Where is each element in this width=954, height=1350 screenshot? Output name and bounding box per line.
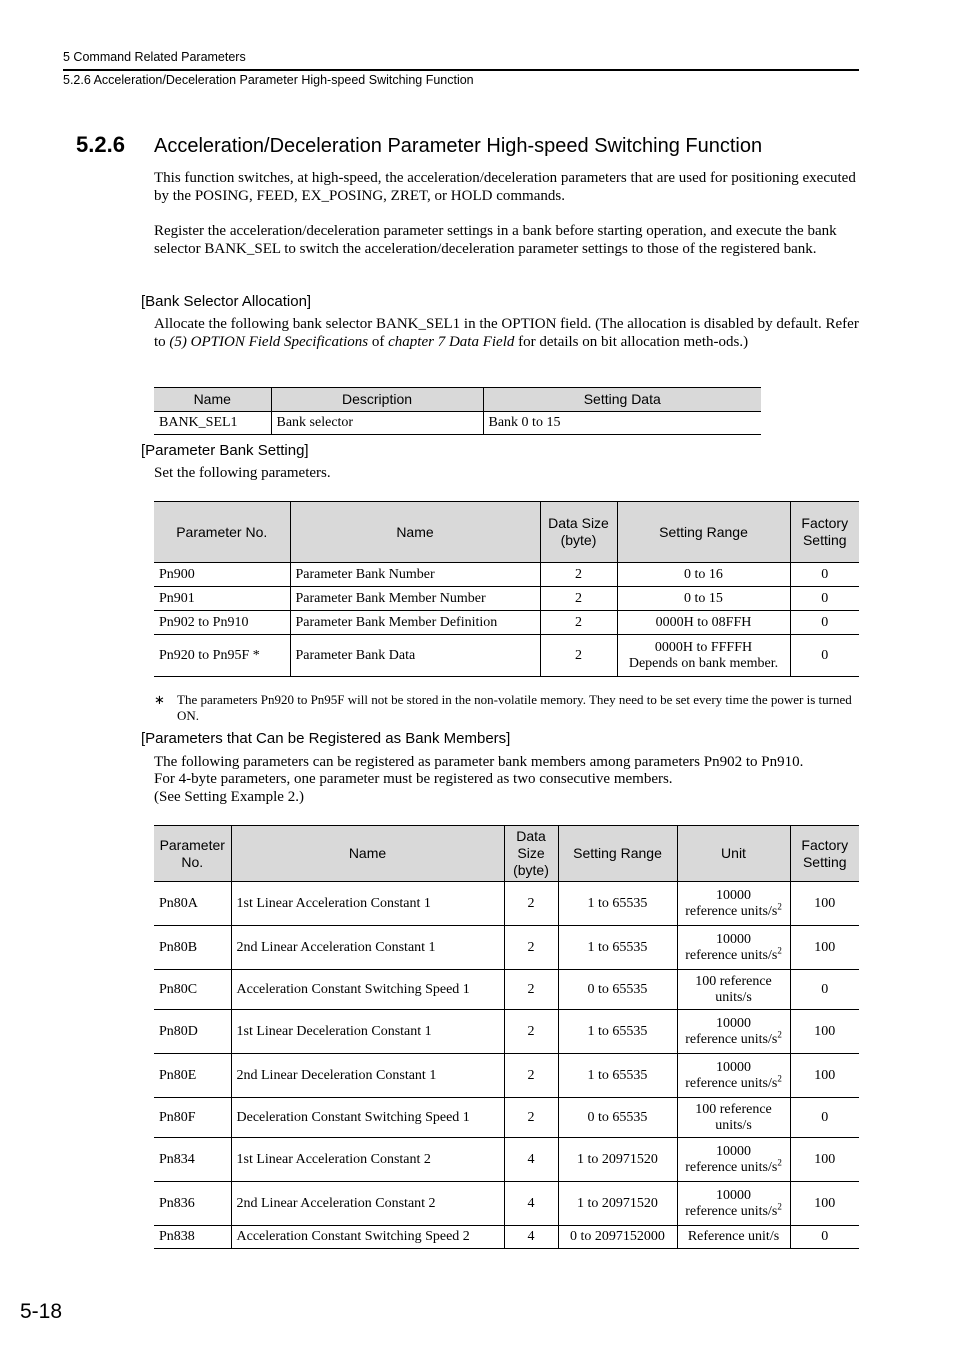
setting-range: 0000H to FFFFH: [654, 639, 753, 655]
table-cell: 1st Linear Acceleration Constant 2: [231, 1138, 504, 1182]
table-cell: Pn836: [154, 1182, 231, 1226]
table-cell: Deceleration Constant Switching Speed 1: [231, 1098, 504, 1138]
unit-line-1: Reference unit/s: [687, 1229, 780, 1244]
table-cell: 0 to 16: [617, 563, 790, 587]
option-field-reference: (5) OPTION Field Specifications: [169, 333, 369, 350]
table-cell: 0 to 65535: [558, 970, 677, 1010]
column-header: Parameter No.: [154, 502, 290, 563]
unit-line-2: [683, 1028, 785, 1048]
table-cell: 0: [790, 563, 859, 587]
table-cell: Parameter Bank Member Definition: [290, 611, 540, 635]
bank-members-heading: [Parameters that Can be Registered as Bank Members]: [141, 730, 511, 747]
unit-line-2: [683, 1118, 785, 1134]
table-row: [154, 611, 859, 635]
column-header: Parameter No.: [154, 826, 231, 882]
table-cell: 4: [504, 1138, 558, 1182]
parameter-bank-heading: [Parameter Bank Setting]: [141, 442, 309, 459]
table-cell: 0: [790, 970, 859, 1010]
table-cell: [677, 970, 790, 1010]
table-row: [154, 970, 859, 1010]
running-header-chapter: 5 Command Related Parameters: [63, 50, 246, 64]
bank-members-paragraph-3: (See Setting Example 2.): [154, 789, 304, 805]
unit-line-1: 100 reference: [695, 1101, 772, 1117]
table-cell: Pn80E: [154, 1054, 231, 1098]
unit-exponent: 2: [777, 1028, 782, 1039]
footnote-text: The parameters Pn920 to Pn95F will not be stored in the non-volatile memory. They need to be set every time the power is turned ON.: [177, 692, 852, 723]
column-header: Factory Setting: [790, 826, 859, 882]
table-cell: 2: [540, 635, 617, 677]
unit-line-2: [683, 1156, 785, 1176]
table-row: [154, 412, 761, 435]
table-cell: 1 to 65535: [558, 1054, 677, 1098]
table-row: [154, 635, 859, 677]
intro-paragraph-2: Register the acceleration/deceleration parameter settings in a bank before starting operation, and execute the bank selector BANK_SEL to switch the acceleration/deceleration parameter settings to those of the registered bank.: [154, 223, 837, 257]
table-row: [154, 1098, 859, 1138]
table-cell: 1 to 65535: [558, 926, 677, 970]
table-cell: 0000H to 08FFH: [617, 611, 790, 635]
table-cell: Pn80A: [154, 882, 231, 926]
table-cell: [677, 1226, 790, 1249]
parameter-bank-table: [154, 501, 859, 677]
table-cell: [677, 1138, 790, 1182]
table-cell: Pn838: [154, 1226, 231, 1249]
table-cell: 2: [504, 970, 558, 1010]
table-cell: 0: [790, 1226, 859, 1249]
bank-selector-table: [154, 387, 761, 435]
section-title: Acceleration/Deceleration Parameter High-speed Switching Function: [154, 135, 763, 157]
unit-exponent: 2: [777, 1156, 782, 1167]
unit-line-2: [683, 1200, 785, 1220]
table-cell: Pn900: [154, 563, 290, 587]
column-header: Factory Setting: [790, 502, 859, 563]
intro-paragraph-1: This function switches, at high-speed, the acceleration/deceleration parameters that are used for positioning executed by the POSING, FEED, EX_POSING, ZRET, or HOLD commands.: [154, 170, 856, 204]
table-cell: 1 to 65535: [558, 1010, 677, 1054]
table-cell: 2: [504, 1010, 558, 1054]
column-header: Unit: [677, 826, 790, 882]
unit-line-2: [683, 1072, 785, 1092]
table-cell: 1st Linear Deceleration Constant 1: [231, 1010, 504, 1054]
table-cell: Parameter Bank Data: [290, 635, 540, 677]
unit-exponent: 2: [777, 1072, 782, 1083]
table-cell: 2: [540, 563, 617, 587]
table-cell: 0 to 2097152000: [558, 1226, 677, 1249]
table-cell: 2nd Linear Deceleration Constant 1: [231, 1054, 504, 1098]
table-cell: 1 to 65535: [558, 882, 677, 926]
setting-range-note: Depends on bank member.: [628, 655, 779, 671]
table-cell: 0 to 65535: [558, 1098, 677, 1138]
bank-members-table-body: [154, 882, 859, 1249]
table-cell: 2nd Linear Acceleration Constant 2: [231, 1182, 504, 1226]
column-header: Setting Range: [558, 826, 677, 882]
table-cell: 2: [504, 1054, 558, 1098]
unit-line-2: [683, 944, 785, 964]
table-cell: 100: [790, 926, 859, 970]
table-cell: Parameter Bank Member Number: [290, 587, 540, 611]
bank-members-table: [154, 825, 859, 1249]
table-cell: Pn80D: [154, 1010, 231, 1054]
unit-text: reference units/s: [685, 1031, 778, 1047]
column-header: Data Size (byte): [504, 826, 558, 882]
column-header: Name: [290, 502, 540, 563]
table-row: [154, 1226, 859, 1249]
column-header: Name: [154, 388, 271, 412]
table-row: [154, 1054, 859, 1098]
unit-line-1: 10000: [716, 1059, 751, 1075]
table-row: [154, 1182, 859, 1226]
data-field-reference: chapter 7 Data Field: [388, 333, 515, 350]
unit-text: reference units/s: [685, 903, 778, 919]
parameter-bank-text: Set the following parameters.: [154, 465, 331, 481]
table-cell: 100: [790, 1054, 859, 1098]
table-cell: 100: [790, 1010, 859, 1054]
table-cell: Bank selector: [271, 412, 483, 435]
table-cell: 0: [790, 611, 859, 635]
unit-line-1: 10000: [716, 931, 751, 947]
table-cell: Acceleration Constant Switching Speed 2: [231, 1226, 504, 1249]
unit-line-1: 10000: [716, 887, 751, 903]
page-number: 5-18: [20, 1300, 63, 1323]
table-cell: Pn80B: [154, 926, 231, 970]
table-cell: 0 to 15: [617, 587, 790, 611]
unit-line-1: 10000: [716, 1143, 751, 1159]
unit-line-1: 10000: [716, 1187, 751, 1203]
table-cell: [677, 1098, 790, 1138]
table-cell: Bank 0 to 15: [483, 412, 761, 435]
unit-line-1: 100 reference: [695, 973, 772, 989]
table-cell: [677, 882, 790, 926]
bank-selector-heading: [Bank Selector Allocation]: [141, 293, 312, 310]
table-cell: 2: [504, 882, 558, 926]
table-row: [154, 563, 859, 587]
table-cell: [677, 1182, 790, 1226]
unit-text: units/s: [715, 1117, 752, 1133]
header-rule: [63, 69, 859, 71]
section-number: 5.2.6: [76, 132, 125, 157]
table-row: [154, 1138, 859, 1182]
column-header: Data Size (byte): [540, 502, 617, 563]
table-cell: BANK_SEL1: [154, 412, 271, 435]
footnote-marker: ∗: [154, 692, 165, 707]
table-cell: 2: [504, 926, 558, 970]
table-cell: 4: [504, 1182, 558, 1226]
bank-members-paragraph-1: The following parameters can be registered as parameter bank members among parameters Pn902 to Pn910.: [154, 754, 804, 770]
table-cell: [677, 1010, 790, 1054]
table-cell: 100: [790, 1182, 859, 1226]
unit-text: reference units/s: [685, 1203, 778, 1219]
table-cell: 0: [790, 587, 859, 611]
table-cell: Pn920 to Pn95F *: [154, 635, 290, 677]
table-cell: Pn834: [154, 1138, 231, 1182]
table-row: [154, 926, 859, 970]
table-cell: Parameter Bank Number: [290, 563, 540, 587]
table-row: [154, 882, 859, 926]
table-cell: 1 to 20971520: [558, 1138, 677, 1182]
table-row: [154, 1010, 859, 1054]
unit-text: units/s: [715, 989, 752, 1005]
column-header: Name: [231, 826, 504, 882]
unit-line-2: [683, 990, 785, 1006]
table-cell: Pn902 to Pn910: [154, 611, 290, 635]
table-cell: 2nd Linear Acceleration Constant 1: [231, 926, 504, 970]
table-cell: Pn901: [154, 587, 290, 611]
bank-selector-paragraph: [154, 316, 859, 351]
unit-line-1: 10000: [716, 1015, 751, 1031]
bank-selector-text-of: of: [368, 333, 389, 350]
table-cell: 1 to 20971520: [558, 1182, 677, 1226]
bank-selector-text-after: for details on bit allocation meth-ods.): [514, 333, 749, 350]
running-header-section: 5.2.6 Acceleration/Deceleration Parameter High-speed Switching Function: [63, 73, 474, 87]
table-cell: Acceleration Constant Switching Speed 1: [231, 970, 504, 1010]
table-cell: 100: [790, 1138, 859, 1182]
table-cell: Pn80C: [154, 970, 231, 1010]
unit-text: reference units/s: [685, 947, 778, 963]
table-cell: 2: [540, 611, 617, 635]
table-cell: 2: [540, 587, 617, 611]
table-cell: 2: [504, 1098, 558, 1138]
table-cell: 4: [504, 1226, 558, 1249]
unit-text: reference units/s: [685, 1159, 778, 1175]
column-header: Setting Data: [483, 388, 761, 412]
table-cell: 100: [790, 882, 859, 926]
table-cell: Pn80F: [154, 1098, 231, 1138]
bank-selector-text-before: Allocate the following bank selector BANK_SEL1 in the OPTION field. (The allocation is disabled by default. Refer to: [154, 316, 859, 350]
unit-text: reference units/s: [685, 1075, 778, 1091]
table-cell: [617, 635, 790, 677]
table-cell: 1st Linear Acceleration Constant 1: [231, 882, 504, 926]
table-row: [154, 587, 859, 611]
table-cell: 0: [790, 635, 859, 677]
table-cell: 0: [790, 1098, 859, 1138]
column-header: Setting Range: [617, 502, 790, 563]
table-cell: [677, 926, 790, 970]
unit-exponent: 2: [777, 900, 782, 911]
table-cell: [677, 1054, 790, 1098]
unit-exponent: 2: [777, 1200, 782, 1211]
bank-members-paragraph-2: For 4-byte parameters, one parameter must be registered as two consecutive members.: [154, 771, 673, 787]
column-header: Description: [271, 388, 483, 412]
unit-line-2: [683, 900, 785, 920]
unit-exponent: 2: [777, 944, 782, 955]
